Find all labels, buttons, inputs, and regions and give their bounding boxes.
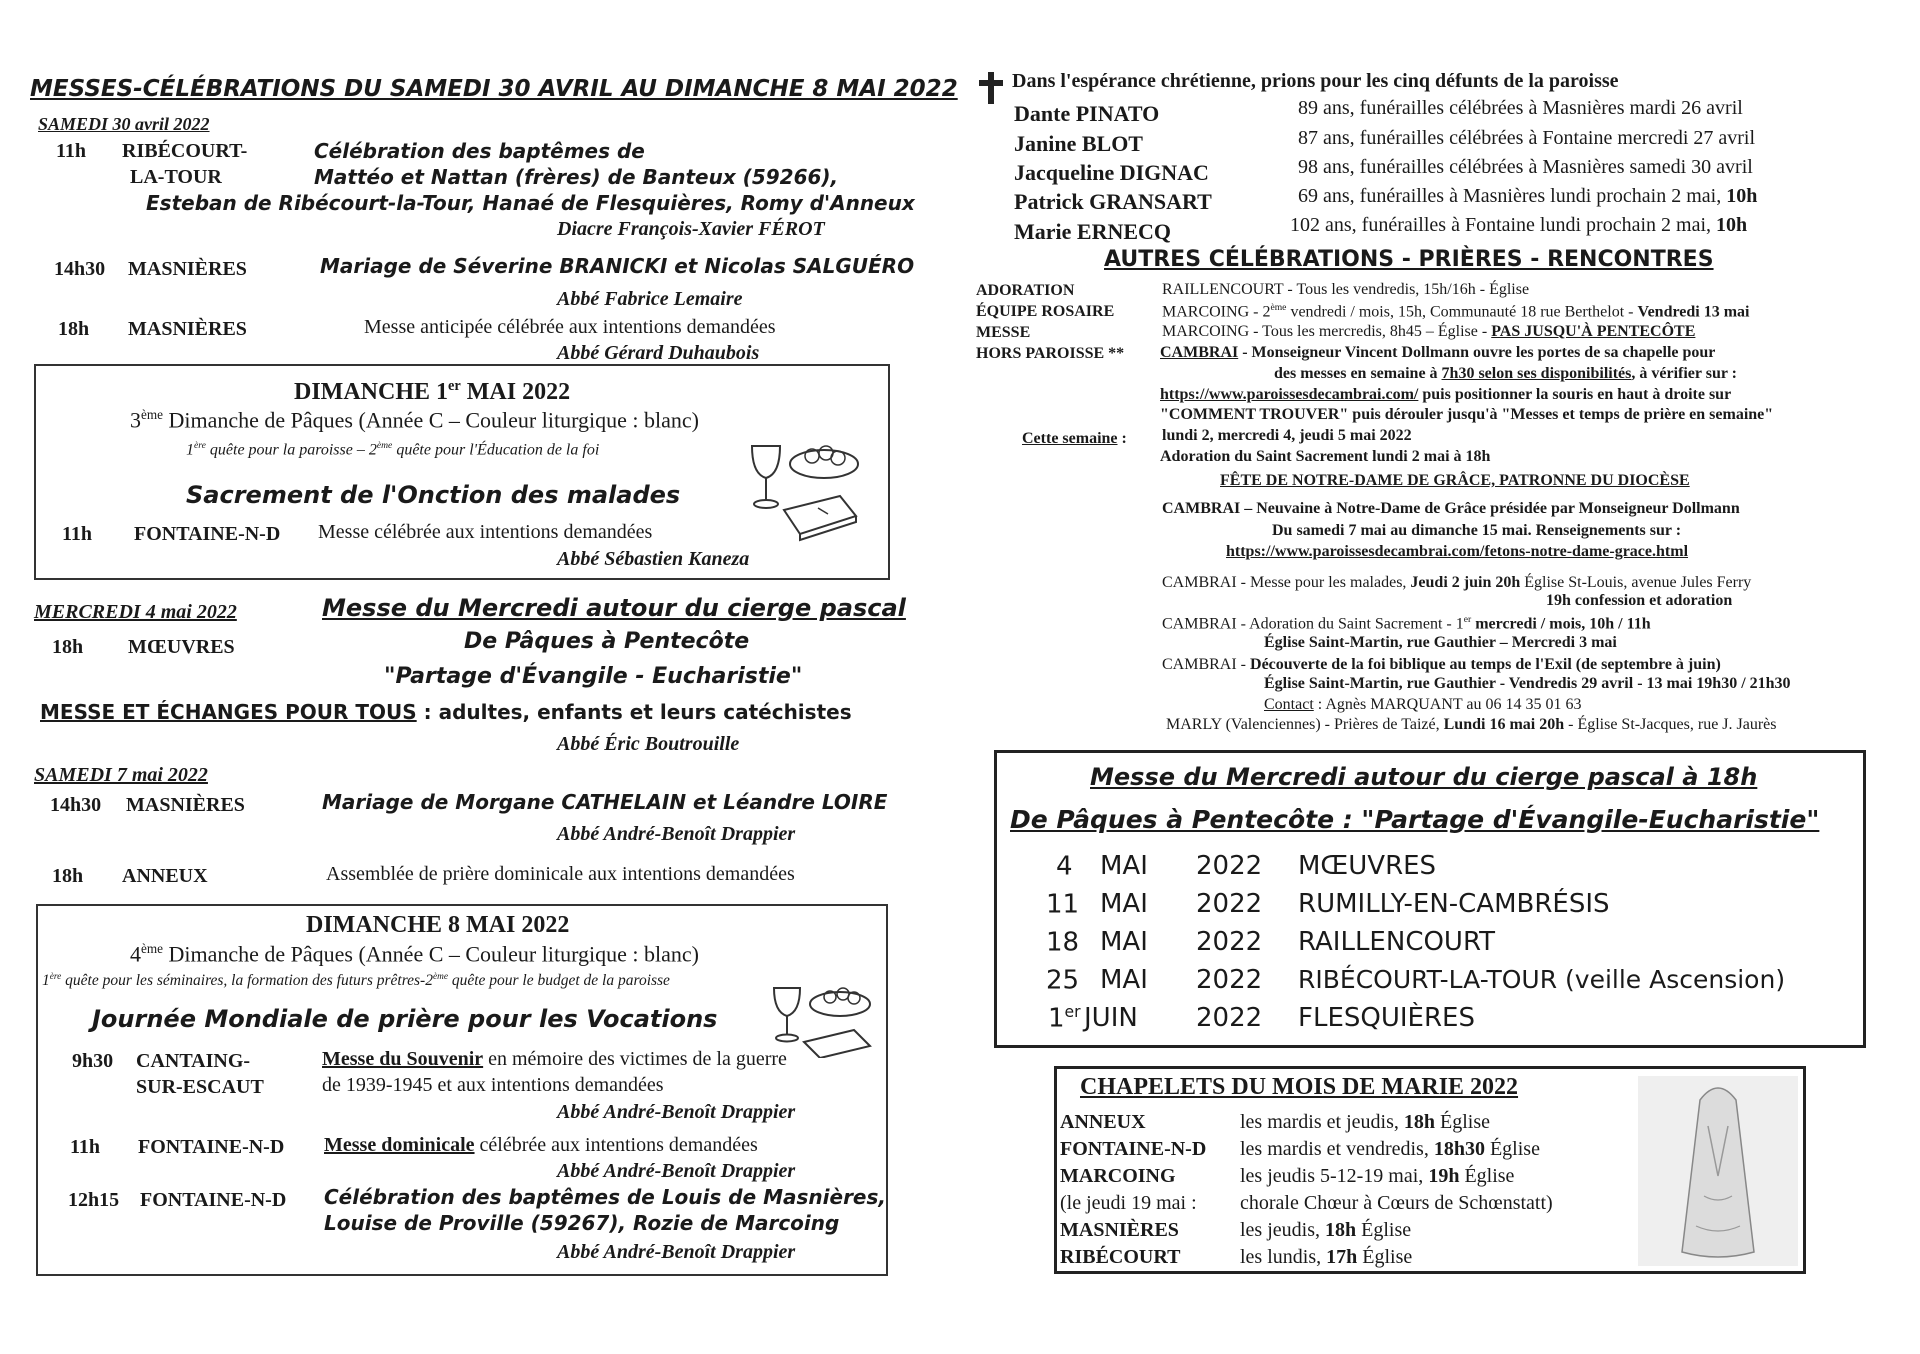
defunt-info: 89 ans, funérailles célébrées à Masnières mardi 26 avril	[1298, 97, 1743, 119]
event-text: Mattéo et Nattan (frères) de Banteux (59266),	[314, 165, 839, 189]
chapelet-text: les lundis, 17h Église	[1240, 1246, 1413, 1268]
officiant: Diacre François-Xavier FÉROT	[557, 218, 825, 240]
schedule-place: RUMILLY-EN-CAMBRÉSIS	[1298, 889, 1610, 919]
event-text: Mariage de Séverine BRANICKI et Nicolas SALGUÉRO	[320, 254, 915, 278]
chapelet-text: les jeudis, 18h Église	[1240, 1219, 1412, 1241]
autres-title: AUTRES CÉLÉBRATIONS - PRIÈRES - RENCONTRES	[1104, 247, 1714, 272]
defunt-name: Marie ERNECQ	[1014, 219, 1172, 244]
semaine-label: Cette semaine :	[1022, 430, 1127, 447]
defunts-title: Dans l'espérance chrétienne, prions pour les cinq défunts de la paroisse	[1012, 70, 1619, 92]
event-text: Messe célébrée aux intentions demandées	[318, 521, 653, 543]
activity-text: CAMBRAI - Découverte de la foi biblique au temps de l'Exil (de septembre à juin)	[1162, 656, 1721, 673]
event-text: Messe du Souvenir en mémoire des victimes de la guerre	[322, 1048, 787, 1070]
officiant: Abbé Gérard Duhaubois	[557, 342, 760, 364]
activity-text: des messes en semaine à 7h30 selon ses disponibilités, à vérifier sur :	[1274, 365, 1737, 382]
event-text: Célébration des baptêmes de Louis de Masnières,	[324, 1185, 886, 1209]
event-place: RIBÉCOURT-	[122, 140, 248, 162]
date-heading: MERCREDI 4 mai 2022	[34, 601, 237, 623]
activity-text: Contact : Agnès MARQUANT au 06 14 35 01 63	[1264, 696, 1582, 713]
event-time: 14h30	[54, 258, 106, 280]
activity-label: ADORATION	[976, 282, 1075, 299]
event-time: 18h	[52, 636, 84, 658]
sunday-title: DIMANCHE 1er MAI 2022	[294, 378, 571, 405]
sunday-title: DIMANCHE 8 MAI 2022	[306, 912, 570, 938]
chalice-bread-icon	[770, 978, 880, 1058]
chapelet-text: les mardis et vendredis, 18h30 Église	[1240, 1138, 1540, 1160]
chapelet-place: (le jeudi 19 mai :	[1060, 1192, 1197, 1214]
schedule-month: MAI	[1100, 927, 1148, 957]
schedule-month: MAI	[1100, 851, 1148, 881]
event-place: MASNIÈRES	[128, 258, 247, 280]
schedule-month: JUIN	[1084, 1003, 1138, 1033]
event-place: MASNIÈRES	[126, 794, 245, 816]
event-text: Mariage de Morgane CATHELAIN et Léandre LOIRE	[322, 790, 888, 814]
event-time: 11h	[70, 1136, 101, 1158]
activity-text: 19h confession et adoration	[1546, 592, 1733, 609]
schedule-month: MAI	[1100, 889, 1148, 919]
event-text: Louise de Proville (59267), Rozie de Marcoing	[324, 1211, 840, 1235]
schedule-year: 2022	[1196, 965, 1263, 995]
schedule-year: 2022	[1196, 851, 1263, 881]
officiant: Abbé André-Benoît Drappier	[557, 823, 796, 845]
defunt-name: Patrick GRANSART	[1014, 189, 1212, 214]
event-text: De Pâques à Pentecôte	[464, 629, 750, 654]
activity-text: Église Saint-Martin, rue Gauthier - Vendredis 29 avril - 13 mai 19h30 / 21h30	[1264, 675, 1791, 692]
event-place: ANNEUX	[122, 865, 208, 887]
activity-text: https://www.paroissesdecambrai.com/ puis positionner la souris en haut à droite sur	[1160, 386, 1732, 403]
schedule-month: MAI	[1100, 965, 1148, 995]
fete-text: CAMBRAI – Neuvaine à Notre-Dame de Grâce présidée par Monseigneur Dollmann	[1162, 500, 1740, 517]
cross-icon	[976, 70, 1006, 106]
chapelet-place: ANNEUX	[1060, 1111, 1146, 1133]
event-time: 11h	[56, 140, 87, 162]
activity-text: "COMMENT TROUVER" puis dérouler jusqu'à "Messes et temps de prière en semaine"	[1160, 406, 1774, 423]
chapelet-place: RIBÉCOURT	[1060, 1246, 1181, 1268]
event-text: Esteban de Ribécourt-la-Tour, Hanaé de Flesquières, Romy d'Anneux	[146, 191, 915, 215]
pour-tous-line: MESSE ET ÉCHANGES POUR TOUS : adultes, enfants et leurs catéchistes	[40, 700, 852, 724]
chapelet-place: MASNIÈRES	[1060, 1219, 1179, 1241]
schedule-year: 2022	[1196, 927, 1263, 957]
defunt-info: 87 ans, funérailles célébrées à Fontaine mercredi 27 avril	[1298, 127, 1756, 149]
quete-line: 1ère quête pour les séminaires, la formation des futurs prêtres-2ème quête pour le budget de la paroisse	[42, 972, 670, 990]
event-place: FONTAINE-N-D	[138, 1136, 285, 1158]
mercredi-subtitle: De Pâques à Pentecôte : "Partage d'Évangile-Eucharistie"	[1010, 805, 1820, 834]
event-time: 11h	[62, 523, 93, 545]
schedule-day: 25	[1046, 965, 1080, 996]
chapelet-place: FONTAINE-N-D	[1060, 1138, 1207, 1160]
sacrement-heading: Sacrement de l'Onction des malades	[186, 481, 681, 509]
date-heading: SAMEDI 7 mai 2022	[34, 764, 208, 786]
activity-text: CAMBRAI - Monseigneur Vincent Dollmann ouvre les portes de sa chapelle pour	[1160, 344, 1716, 361]
fete-title: FÊTE DE NOTRE-DAME DE GRÂCE, PATRONNE DU DIOCÈSE	[1220, 472, 1690, 489]
event-time: 12h15	[68, 1189, 120, 1211]
event-text: Assemblée de prière dominicale aux intentions demandées	[326, 863, 795, 885]
defunt-info: 98 ans, funérailles célébrées à Masnières samedi 30 avril	[1298, 156, 1753, 178]
activity-label: ÉQUIPE ROSAIRE	[976, 303, 1115, 320]
activity-text: MARCOING - Tous les mercredis, 8h45 – Église - PAS JUSQU'À PENTECÔTE	[1162, 323, 1696, 340]
page-title: MESSES-CÉLÉBRATIONS DU SAMEDI 30 AVRIL AU DIMANCHE 8 MAI 2022	[30, 76, 958, 102]
event-time: 18h	[52, 865, 84, 887]
officiant: Abbé André-Benoît Drappier	[557, 1160, 796, 1182]
defunt-name: Dante PINATO	[1014, 101, 1160, 126]
sunday-subtitle: 4ème Dimanche de Pâques (Année C – Couleur liturgique : blanc)	[130, 941, 699, 967]
schedule-place: MŒUVRES	[1298, 851, 1437, 881]
semaine-text: Adoration du Saint Sacrement lundi 2 mai à 18h	[1160, 448, 1491, 465]
activity-text: CAMBRAI - Messe pour les malades, Jeudi 2 juin 20h Église St-Louis, avenue Jules Ferry	[1162, 574, 1752, 591]
fete-text: Du samedi 7 mai au dimanche 15 mai. Renseignements sur :	[1272, 522, 1682, 539]
officiant: Abbé Sébastien Kaneza	[557, 548, 750, 570]
chapelet-text: les jeudis 5-12-19 mai, 19h Église	[1240, 1165, 1515, 1187]
sunday-subtitle: 3ème Dimanche de Pâques (Année C – Couleur liturgique : blanc)	[130, 407, 699, 433]
chapelets-title: CHAPELETS DU MOIS DE MARIE 2022	[1080, 1074, 1519, 1100]
journee-heading: Journée Mondiale de prière pour les Vocations	[92, 1005, 718, 1033]
event-place: SUR-ESCAUT	[136, 1076, 264, 1098]
event-time: 14h30	[50, 794, 102, 816]
quete-line: 1ère quête pour la paroisse – 2ème quête pour l'Éducation de la foi	[186, 440, 600, 459]
event-place: FONTAINE-N-D	[134, 523, 281, 545]
event-text: de 1939-1945 et aux intentions demandées	[322, 1074, 664, 1096]
event-text: Messe dominicale célébrée aux intentions demandées	[324, 1134, 758, 1156]
schedule-year: 2022	[1196, 1003, 1263, 1033]
wednesday-heading: Messe du Mercredi autour du cierge pascal	[322, 594, 906, 622]
chalice-bread-icon	[744, 436, 864, 546]
schedule-year: 2022	[1196, 889, 1263, 919]
activity-text: MARLY (Valenciennes) - Prières de Taizé, Lundi 16 mai 20h - Église St-Jacques, rue J. Jaurès	[1166, 716, 1777, 733]
event-place: MASNIÈRES	[128, 318, 247, 340]
schedule-place: RAILLENCOURT	[1298, 927, 1496, 957]
schedule-day: 4	[1056, 851, 1073, 882]
schedule-day: 11	[1046, 889, 1080, 920]
schedule-day: 1er	[1048, 1003, 1081, 1034]
schedule-place: FLESQUIÈRES	[1298, 1003, 1475, 1033]
activity-label: MESSE	[976, 324, 1031, 341]
activity-text: RAILLENCOURT - Tous les vendredis, 15h/16h - Église	[1162, 281, 1530, 298]
event-place: LA-TOUR	[130, 166, 222, 188]
fete-link[interactable]: https://www.paroissesdecambrai.com/fetons-notre-dame-grace.html	[1226, 543, 1689, 560]
event-text: Messe anticipée célébrée aux intentions demandées	[364, 316, 776, 338]
event-place: FONTAINE-N-D	[140, 1189, 287, 1211]
officiant: Abbé Éric Boutrouille	[557, 733, 740, 755]
defunt-info: 102 ans, funérailles à Fontaine lundi prochain 2 mai, 10h	[1290, 214, 1748, 236]
chapelet-text: les mardis et jeudis, 18h Église	[1240, 1111, 1490, 1133]
event-place: MŒUVRES	[128, 636, 235, 658]
activity-text: CAMBRAI - Adoration du Saint Sacrement - 1er mercredi / mois, 10h / 11h	[1162, 614, 1651, 633]
chapelet-place: MARCOING	[1060, 1165, 1176, 1187]
officiant: Abbé André-Benoît Drappier	[557, 1241, 796, 1263]
chapelet-text: chorale Chœur à Cœurs de Schœnstatt)	[1240, 1192, 1553, 1214]
activity-label: HORS PAROISSE **	[976, 345, 1125, 362]
activity-text: MARCOING - 2ème vendredi / mois, 15h, Communauté 18 rue Berthelot - Vendredi 13 mai	[1162, 302, 1750, 321]
defunt-name: Jacqueline DIGNAC	[1014, 160, 1209, 185]
officiant: Abbé Fabrice Lemaire	[557, 288, 743, 310]
event-text: "Partage d'Évangile - Eucharistie"	[384, 664, 803, 689]
activity-text: Église Saint-Martin, rue Gauthier – Mercredi 3 mai	[1264, 634, 1617, 651]
event-time: 9h30	[72, 1050, 114, 1072]
defunt-name: Janine BLOT	[1014, 131, 1143, 156]
event-place: CANTAING-	[136, 1050, 251, 1072]
semaine-text: lundi 2, mercredi 4, jeudi 5 mai 2022	[1162, 427, 1412, 444]
schedule-day: 18	[1046, 927, 1080, 958]
mercredi-title: Messe du Mercredi autour du cierge pascal à 18h	[1090, 763, 1758, 791]
virgin-mary-image	[1638, 1076, 1798, 1266]
event-time: 18h	[58, 318, 90, 340]
defunt-info: 69 ans, funérailles à Masnières lundi prochain 2 mai, 10h	[1298, 185, 1758, 207]
date-heading: SAMEDI 30 avril 2022	[38, 114, 210, 134]
schedule-place: RIBÉCOURT-LA-TOUR (veille Ascension)	[1298, 965, 1786, 994]
officiant: Abbé André-Benoît Drappier	[557, 1101, 796, 1123]
event-text: Célébration des baptêmes de	[314, 139, 645, 163]
